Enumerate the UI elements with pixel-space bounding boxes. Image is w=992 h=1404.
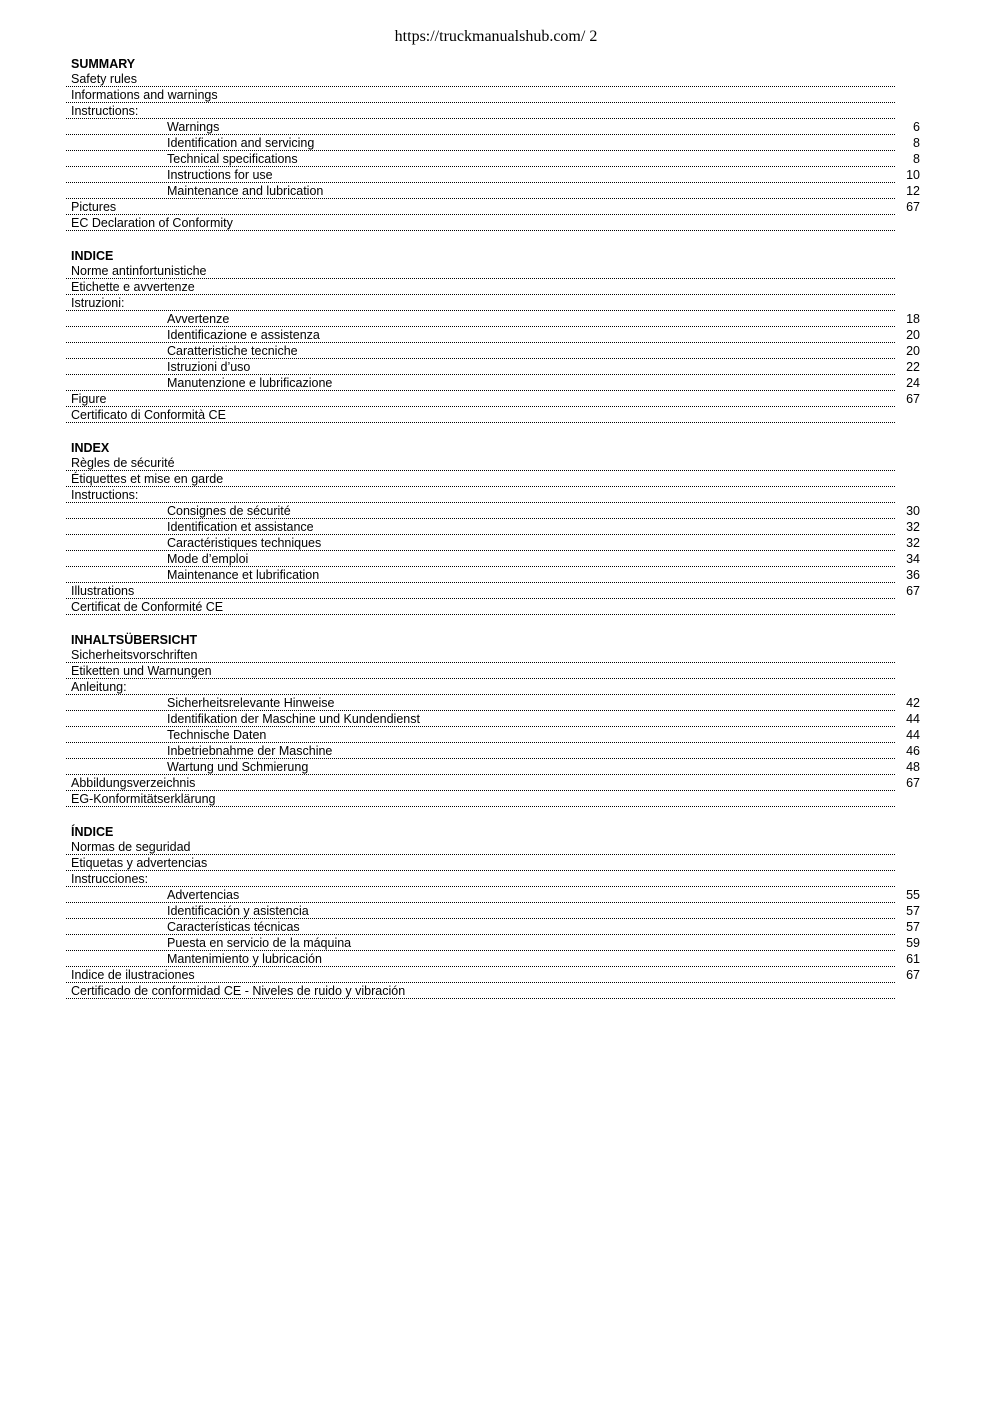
toc-entry-label: Figure	[71, 392, 107, 406]
toc-entry	[66, 568, 920, 584]
toc-entry	[66, 264, 920, 280]
toc-entry	[66, 600, 920, 616]
toc-entry-label: Safety rules	[71, 72, 138, 86]
toc-entry	[66, 360, 920, 376]
toc-entry-label: Certificat de Conformité CE	[71, 600, 224, 614]
toc-entry-label: Consignes de sécurité	[167, 504, 291, 518]
toc-entry	[66, 760, 920, 776]
toc-entry-page-number: 8	[913, 136, 920, 150]
dotted-leader	[66, 310, 895, 311]
toc-entry-page-number: 48	[906, 760, 920, 774]
toc-entry-label: Technical specifications	[167, 152, 298, 166]
toc-entry-page-number: 32	[906, 520, 920, 534]
section-title: SUMMARY	[71, 57, 136, 71]
toc-entry	[66, 584, 920, 600]
toc-entry-page-number: 61	[906, 952, 920, 966]
toc-entry-label: EG-Konformitätserklärung	[71, 792, 216, 806]
toc-entry-label: Instructions for use	[167, 168, 273, 182]
toc-entry	[66, 856, 920, 872]
toc-entry	[66, 312, 920, 328]
toc-entry-label: Etiketten und Warnungen	[71, 664, 212, 678]
toc-entry	[66, 344, 920, 360]
toc-entry	[66, 952, 920, 968]
dotted-leader	[66, 214, 895, 215]
toc-entry	[66, 104, 920, 120]
toc-entry-label: Inbetriebnahme der Maschine	[167, 744, 333, 758]
toc-entry	[66, 648, 920, 664]
toc-entry-label: Wartung und Schmierung	[167, 760, 309, 774]
toc-entry-page-number: 67	[906, 200, 920, 214]
toc-entry	[66, 152, 920, 168]
toc-entry-page-number: 55	[906, 888, 920, 902]
toc-entry-page-number: 30	[906, 504, 920, 518]
toc-entry-label: Caratteristiche tecniche	[167, 344, 298, 358]
dotted-leader	[66, 502, 895, 503]
toc-entry-page-number: 36	[906, 568, 920, 582]
dotted-leader	[66, 406, 895, 407]
toc-entry-label: EC Declaration of Conformity	[71, 216, 233, 230]
table-of-contents	[66, 56, 920, 1016]
toc-entry-page-number: 44	[906, 728, 920, 742]
section-title: INDICE	[71, 249, 114, 263]
toc-entry-page-number: 22	[906, 360, 920, 374]
toc-entry	[66, 168, 920, 184]
dotted-leader	[66, 86, 895, 87]
toc-entry	[66, 520, 920, 536]
toc-entry-page-number: 59	[906, 936, 920, 950]
toc-entry-label: Advertencias	[167, 888, 240, 902]
toc-entry-page-number: 67	[906, 392, 920, 406]
page-header: https://truckmanualshub.com/ 2	[394, 28, 598, 45]
toc-section	[66, 632, 920, 808]
dotted-leader	[66, 694, 895, 695]
toc-entry-page-number: 32	[906, 536, 920, 550]
toc-entry-label: Normas de seguridad	[71, 840, 191, 854]
toc-entry-label: Características técnicas	[167, 920, 300, 934]
toc-entry	[66, 328, 920, 344]
toc-entry-page-number: 10	[906, 168, 920, 182]
toc-entry	[66, 296, 920, 312]
toc-entry-page-number: 20	[906, 328, 920, 342]
toc-entry-page-number: 57	[906, 920, 920, 934]
toc-entry-label: Règles de sécurité	[71, 456, 175, 470]
section-title: INDEX	[71, 441, 110, 455]
toc-entry-label: Identificación y asistencia	[167, 904, 309, 918]
section-title: ÍNDICE	[71, 825, 114, 839]
toc-entry-page-number: 46	[906, 744, 920, 758]
toc-entry-label: Sicherheitsvorschriften	[71, 648, 198, 662]
section-title: INHALTSÜBERSICHT	[71, 633, 198, 647]
toc-entry	[66, 712, 920, 728]
toc-entry	[66, 488, 920, 504]
toc-entry-label: Manutenzione e lubrificazione	[167, 376, 333, 390]
toc-entry-label: Instrucciones:	[71, 872, 149, 886]
toc-entry	[66, 408, 920, 424]
toc-entry-page-number: 20	[906, 344, 920, 358]
toc-entry	[66, 136, 920, 152]
toc-entry	[66, 536, 920, 552]
toc-entry-label: Instructions:	[71, 488, 139, 502]
toc-entry-page-number: 34	[906, 552, 920, 566]
toc-entry	[66, 744, 920, 760]
toc-entry-label: Norme antinfortunistiche	[71, 264, 207, 278]
toc-entry-page-number: 57	[906, 904, 920, 918]
toc-entry-label: Identification et assistance	[167, 520, 314, 534]
dotted-leader	[66, 470, 895, 471]
toc-entry-label: Etichette e avvertenze	[71, 280, 195, 294]
toc-entry-label: Abbildungsverzeichnis	[71, 776, 196, 790]
toc-section	[66, 824, 920, 1000]
toc-entry-label: Mode d’emploi	[167, 552, 249, 566]
toc-entry	[66, 456, 920, 472]
toc-section	[66, 56, 920, 232]
toc-entry-label: Étiquettes et mise en garde	[71, 472, 224, 486]
toc-entry	[66, 968, 920, 984]
toc-entry-page-number: 6	[913, 120, 920, 134]
toc-entry	[66, 888, 920, 904]
toc-entry	[66, 776, 920, 792]
toc-entry	[66, 200, 920, 216]
toc-entry-label: Maintenance et lubrification	[167, 568, 320, 582]
toc-entry-label: Sicherheitsrelevante Hinweise	[167, 696, 335, 710]
toc-entry-label: Technische Daten	[167, 728, 267, 742]
toc-entry-page-number: 24	[906, 376, 920, 390]
toc-entry-page-number: 67	[906, 584, 920, 598]
toc-entry	[66, 392, 920, 408]
toc-entry-label: Caractéristiques techniques	[167, 536, 322, 550]
toc-entry-label: Warnings	[167, 120, 220, 134]
toc-entry-label: Identificazione e assistenza	[167, 328, 320, 342]
toc-entry-label: Avvertenze	[167, 312, 230, 326]
toc-entry-page-number: 44	[906, 712, 920, 726]
toc-section	[66, 248, 920, 424]
toc-entry-label: Certificato di Conformità CE	[71, 408, 226, 422]
toc-entry-page-number: 12	[906, 184, 920, 198]
toc-entry	[66, 920, 920, 936]
toc-entry	[66, 680, 920, 696]
toc-entry-page-number: 67	[906, 776, 920, 790]
toc-entry-label: Pictures	[71, 200, 117, 214]
toc-entry	[66, 184, 920, 200]
toc-entry-label: Etiquetas y advertencias	[71, 856, 208, 870]
toc-entry	[66, 904, 920, 920]
toc-entry	[66, 728, 920, 744]
toc-entry-label: Identification and servicing	[167, 136, 315, 150]
toc-entry	[66, 120, 920, 136]
toc-entry	[66, 376, 920, 392]
toc-entry	[66, 840, 920, 856]
toc-entry-label: Illustrations	[71, 584, 135, 598]
dotted-leader	[66, 598, 895, 599]
toc-entry	[66, 696, 920, 712]
toc-entry	[66, 504, 920, 520]
toc-entry	[66, 88, 920, 104]
toc-entry-label: Maintenance and lubrication	[167, 184, 324, 198]
toc-entry	[66, 984, 920, 1000]
toc-entry-label: Instructions:	[71, 104, 139, 118]
toc-entry-label: Anleitung:	[71, 680, 127, 694]
toc-entry-label: Istruzioni d’uso	[167, 360, 251, 374]
dotted-leader	[66, 118, 895, 119]
toc-entry	[66, 72, 920, 88]
toc-entry	[66, 216, 920, 232]
toc-entry-page-number: 8	[913, 152, 920, 166]
toc-entry	[66, 280, 920, 296]
toc-entry-label: Indice de ilustraciones	[71, 968, 195, 982]
toc-entry-page-number: 67	[906, 968, 920, 982]
toc-entry-label: Puesta en servicio de la máquina	[167, 936, 352, 950]
toc-entry	[66, 872, 920, 888]
toc-entry	[66, 472, 920, 488]
toc-entry	[66, 936, 920, 952]
toc-entry-label: Istruzioni:	[71, 296, 125, 310]
toc-entry-page-number: 42	[906, 696, 920, 710]
toc-entry-label: Certificado de conformidad CE - Niveles de ruido y vibración	[71, 984, 406, 998]
toc-entry-label: Mantenimiento y lubricación	[167, 952, 322, 966]
toc-section	[66, 440, 920, 616]
toc-entry-page-number: 18	[906, 312, 920, 326]
toc-entry	[66, 552, 920, 568]
toc-entry	[66, 792, 920, 808]
toc-entry	[66, 664, 920, 680]
toc-entry-label: Identifikation der Maschine und Kundendienst	[167, 712, 420, 726]
dotted-leader	[66, 886, 895, 887]
toc-entry-label: Informations and warnings	[71, 88, 218, 102]
